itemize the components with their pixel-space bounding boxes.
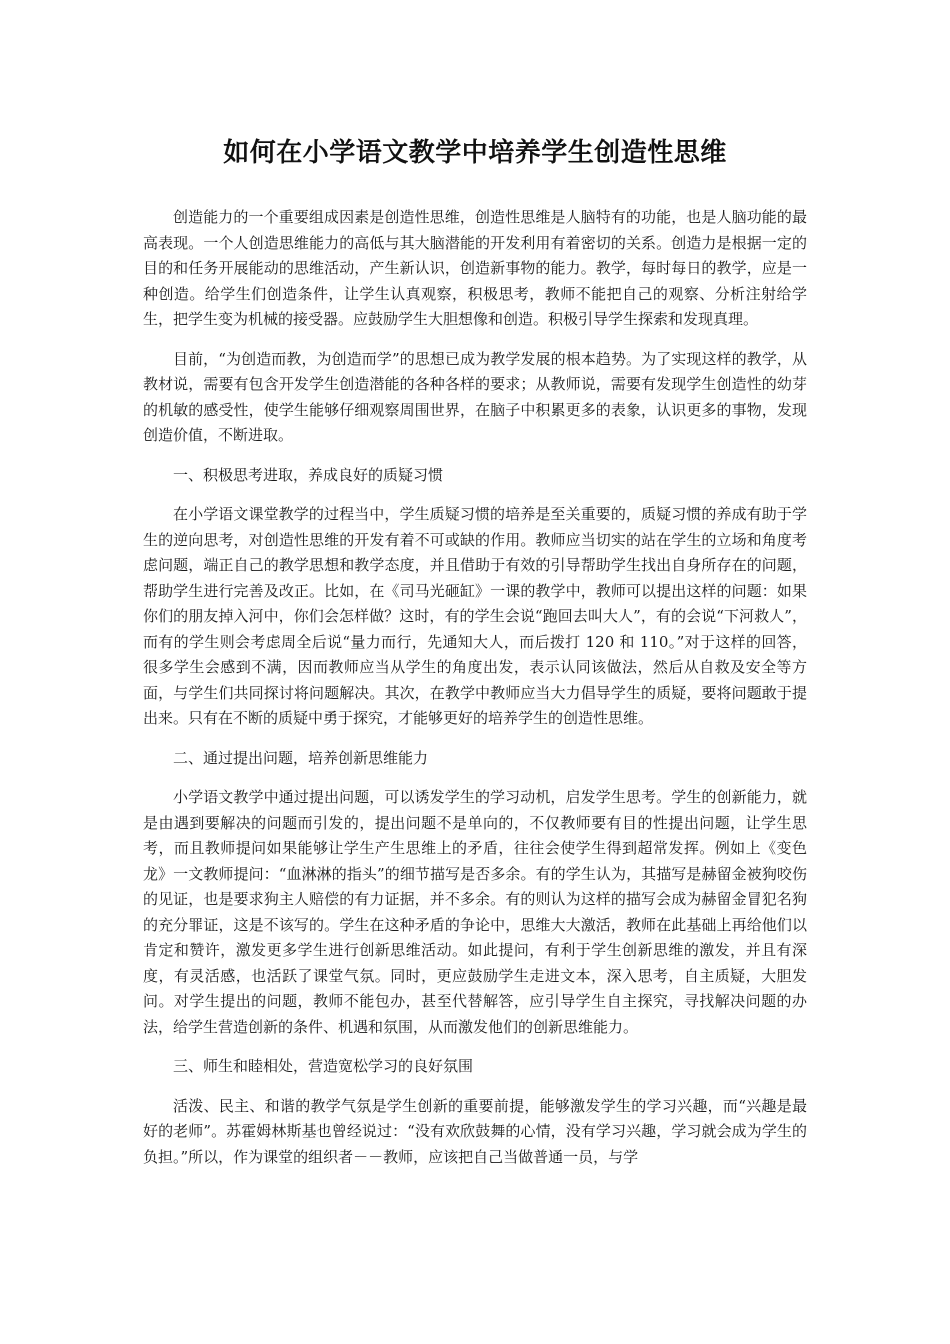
- paragraph-section-2: 小学语文教学中通过提出问题，可以诱发学生的学习动机，启发学生思考。学生的创新能力，就是由遇到要解决的问题而引发的，提出问题不是单向的，不仅教师要有目的性提出问题，让学生思考，而且教师提问如果能够让学生产生思维上的矛盾，往往会使学生得到超常发挥。例如上《变色龙》一文教师提问：“血淋淋的指头”的细节描写是否多余。有的学生认为，其描写是赫留金被狗咬伤的见证，也是要求狗主人赔偿的有力证据，并不多余。有的则认为这样的描写会成为赫留金冒犯名狗的充分罪证，这是不该写的。学生在这种矛盾的争论中，思维大大激活，教师在此基础上再给他们以肯定和赞许，激发更多学生进行创新思维活动。如此提问，有利于学生创新思维的激发，并且有深度，有灵活感，也活跃了课堂气氛。同时，更应鼓励学生走进文本，深入思考，自主质疑，大胆发问。对学生提出的问题，教师不能包办，甚至代替解答，应引导学生自主探究，寻找解决问题的办法，给学生营造创新的条件、机遇和氛围，从而激发他们的创新思维能力。: [143, 788, 807, 1036]
- section-heading-3: 三、师生和睦相处，营造宽松学习的良好氛围: [173, 1057, 474, 1075]
- section-heading-1: 一、积极思考进取，养成良好的质疑习惯: [173, 465, 444, 484]
- paragraph-section-1: 在小学语文课堂教学的过程当中，学生质疑习惯的培养是至关重要的，质疑习惯的养成有助于学生的逆向思考，对创造性思维的开发有着不可或缺的作用。教师应当切实的站在学生的立场和角度考虑问题，端正自己的教学思想和教学态度，并且借助于有效的引导帮助学生找出自身所存在的问题，帮助学生进行完善及改正。比如，在《司马光砸缸》一课的教学中，教师可以提出这样的问题：如果你们的朋友掉入河中，你们会怎样做？这时，有的学生会说“跑回去叫大人”，有的会说“下河救人”，而有的学生则会考虑周全后说“量力而行，先通知大人，而后拨打 120 和 110。”对于这样的回答，很多学生会感到不满，因而教师应当从学生的角度出发，表示认同该做法，然后从自救及安全等方面，与学生们共同探讨将问题解决。其次，在教学中教师应当大力倡导学生的质疑，要将问题敢于提出来。只有在不断的质疑中勇于探究，才能够更好的培养学生的创造性思维。: [143, 505, 807, 727]
- document-body: [143, 205, 807, 1184]
- paragraph-intro: 创造能力的一个重要组成因素是创造性思维，创造性思维是人脑特有的功能，也是人脑功能的最高表现。一个人创造思维能力的高低与其大脑潜能的开发利用有着密切的关系。创造力是根据一定的目的和任务开展能动的思维活动，产生新认识，创造新事物的能力。教学，每时每日的教学，应是一种创造。给学生们创造条件，让学生认真观察，积极思考，教师不能把自己的观察、分析注射给学生，把学生变为机械的接受器。应鼓励学生大胆想像和创造。积极引导学生探索和发现真理。: [143, 208, 807, 328]
- paragraph-trend: 目前，“为创造而教，为创造而学”的思想已成为教学发展的根本趋势。为了实现这样的教学，从教材说，需要有包含开发学生创造潜能的各种各样的要求；从教师说，需要有发现学生创造性的幼芽的机敏的感受性，使学生能够仔细观察周围世界，在脑子中积累更多的表象，认识更多的事物，发现创造价值，不断进取。: [143, 349, 807, 444]
- section-heading-2: 二、通过提出问题，培养创新思维能力: [173, 748, 429, 767]
- document-title: 如何在小学语文教学中培养学生创造性思维: [223, 138, 727, 168]
- document-page: [143, 0, 807, 1344]
- paragraph-section-3: 活泼、民主、和谐的教学气氛是学生创新的重要前提，能够激发学生的学习兴趣，而“兴趣是最好的老师”。苏霍姆林斯基也曾经说过：“没有欢欣鼓舞的心情，没有学习兴趣，学习就会成为学生的负担。”所以，作为课堂的组织者－－教师，应该把自己当做普通一员，与学: [143, 1096, 807, 1166]
